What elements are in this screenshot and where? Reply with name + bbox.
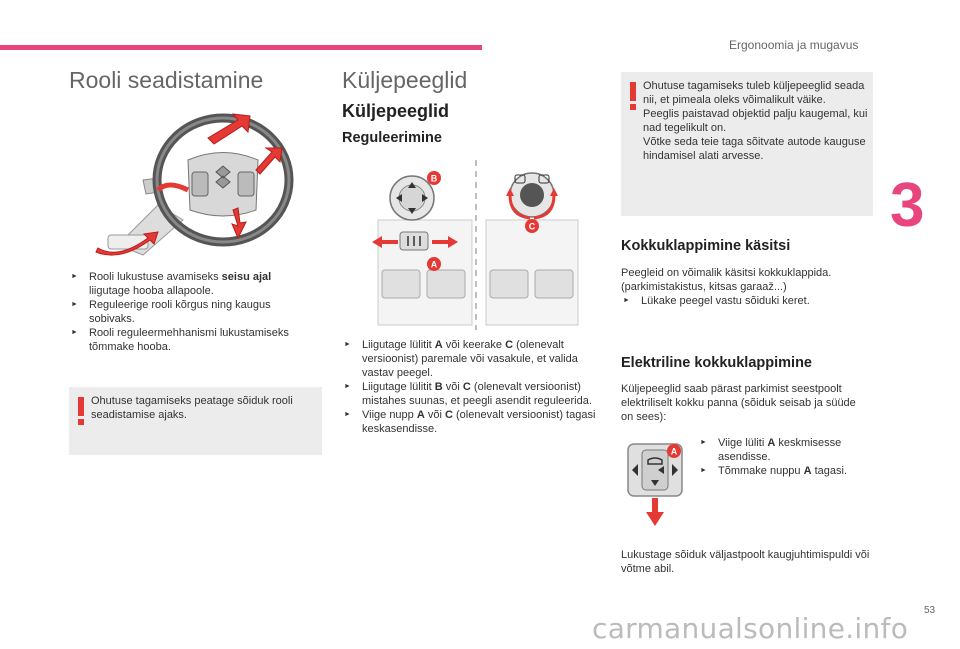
left-bullet-2: ► Reguleerige rooli kõrgus ning kaugus sobivaks. <box>69 298 304 326</box>
watermark: carmanualsonline.info <box>592 612 909 645</box>
manual-fold-bullets <box>621 294 871 308</box>
right-warning-line-2: Peeglis paistavad objektid palju kaugemal, kui nad tegelikult on. <box>643 108 868 134</box>
electric-fold-bullet-2: ► Tõmmake nuppu A tagasi. <box>698 464 870 478</box>
label-a-fold: A <box>670 446 678 457</box>
warning-exclamation-icon <box>629 82 637 110</box>
electric-fold-title: Elektriline kokkuklappimine <box>621 355 812 371</box>
label-c: C <box>528 221 536 232</box>
middle-bullet-list <box>342 338 604 436</box>
left-bullet-1: ► Rooli lukustuse avamiseks seisu ajal liigutage hooba allapoole. <box>69 270 304 298</box>
electric-fold-bullets <box>698 436 870 478</box>
warning-exclamation-icon <box>77 397 85 425</box>
mirror-control-diagram <box>372 160 582 330</box>
right-warning-line-3: Võtke seda teie taga sõitvate autode kauguse hindamisel alati arvesse. <box>643 136 866 162</box>
right-warning-text <box>643 79 869 163</box>
middle-subtitle: Küljepeeglid <box>342 101 450 121</box>
right-warning-box <box>621 72 873 216</box>
electric-fold-bullet-1: ► Viige lüliti A keskmisesse asendisse. <box>698 436 870 464</box>
label-a: A <box>430 259 438 270</box>
left-bullet-3: ► Rooli reguleermehhanismi lukustamiseks tõmmake hooba. <box>69 326 304 354</box>
middle-bullet-3: ► Viige nupp A või C (olenevalt versioonist) tagasi keskasendisse. <box>342 408 604 436</box>
label-b: B <box>430 173 438 184</box>
middle-bullet-1: ► Liigutage lülitit A või keerake C (olenevalt versioonist) paremale või vasakule, et valida vastav peegel. <box>342 338 604 380</box>
right-warning-line-1: Ohutuse tagamiseks tuleb küljepeeglid seada nii, et pimeala oleks võimalikult väike. <box>643 80 865 106</box>
lock-instruction-text: Lukustage sõiduk väljastpoolt kaugjuhtimispuldi või võtme abil. <box>621 549 870 575</box>
header-accent-bar <box>0 45 482 50</box>
left-warning-text: Ohutuse tagamiseks peatage sõiduk rooli seadistamise ajaks. <box>91 395 293 421</box>
page-number: 53 <box>924 605 936 616</box>
fold-switch-diagram <box>624 436 686 528</box>
chapter-number: 3 <box>890 171 925 240</box>
steering-wheel-diagram <box>88 110 300 260</box>
middle-title: Küljepeeglid <box>342 67 468 93</box>
left-warning-box <box>69 387 322 455</box>
electric-fold-text: Küljepeeglid saab pärast parkimist seestpoolt elektriliselt kokku panna (sõiduk seisab ja süüde on sees): <box>621 383 856 423</box>
middle-bullet-2: ► Liigutage lülitit B või C (olenevalt versioonist) mistahes suunas, et peegli asendit reguleerida. <box>342 380 604 408</box>
manual-fold-text: Peegleid on võimalik käsitsi kokkuklappida. (parkimistakistus, kitsas garaaž...) <box>621 267 832 293</box>
left-bullet-list <box>69 270 304 354</box>
manual-fold-title: Kokkuklappimine käsitsi <box>621 238 791 254</box>
manual-fold-bullet: ► Lükake peegel vastu sõiduki keret. <box>621 294 871 308</box>
middle-heading: Reguleerimine <box>342 130 442 146</box>
left-title: Rooli seadistamine <box>69 67 264 93</box>
section-title: Ergonoomia ja mugavus <box>729 38 859 52</box>
